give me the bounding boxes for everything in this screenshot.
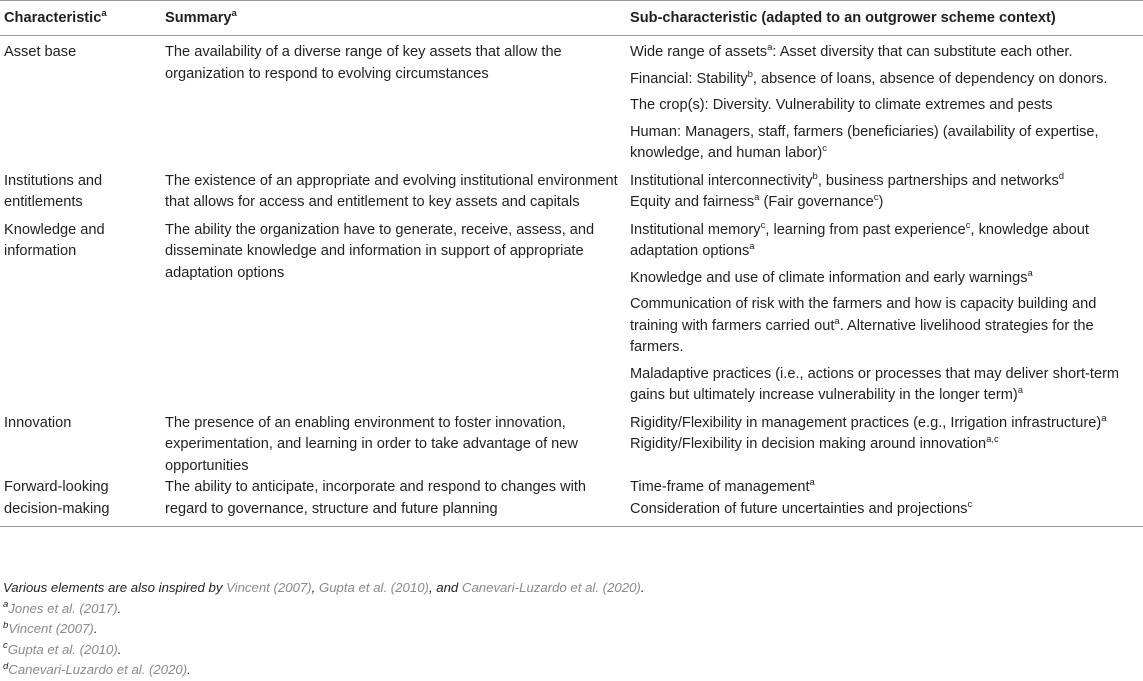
ref-link[interactable]: Gupta et al. (2010): [318, 580, 429, 595]
ref-link[interactable]: Jones et al. (2017): [8, 600, 118, 616]
sub-item: Knowledge and use of climate information and early warnings$^a$: [630, 267, 1033, 286]
header-summary: Summary$^a$: [165, 8, 237, 26]
cell-summary: The presence of an enabling environment to foster innovation, experimentation, and learning in order to take advantage of new opportunities: [165, 414, 578, 474]
cell-sub-characteristic: [628, 171, 1143, 220]
cell-summary: The ability the organization have to generate, receive, assess, and disseminate knowledge and information in support of appropriate adaptation options: [165, 221, 595, 281]
cell-sub-characteristic: [628, 220, 1143, 413]
header-characteristic: Characteristic$^a$: [4, 8, 107, 26]
footnote-c: $^c$Gupta et al. (2010).: [3, 640, 122, 657]
cell-summary: The existence of an appropriate and evolving institutional environment that allows for access and entitlement to key assets and capitals: [165, 172, 618, 210]
table-row: [0, 171, 1143, 220]
sub-item: Communication of risk with the farmers and how is capacity building and training with farmers carried out$^a$. Alternative livelihood strategies for the farmers.: [630, 296, 1097, 355]
sub-item: Human: Managers, staff, farmers (beneficiaries) (availability of expertise, knowledge, and human labor)$^c$: [630, 123, 1099, 161]
cell-characteristic: Institutions and entitlements: [4, 172, 103, 210]
cell-summary: The availability of a diverse range of key assets that allow the organization to respond to evolving circumstances: [165, 44, 562, 82]
table-row: [0, 36, 1143, 171]
ref-link[interactable]: Vincent (2007): [8, 621, 94, 636]
footnote-a: $^a$Jones et al. (2017).: [3, 599, 122, 616]
sub-item: Institutional interconnectivity$^b$, business partnerships and networks$^d$: [630, 170, 1065, 189]
table-footnotes: [3, 578, 1133, 681]
sub-item: Wide range of assets$^a$: Asset diversity that can substitute each other.: [630, 42, 1073, 60]
ref-link[interactable]: Canevari-Luzardo et al. (2020): [461, 580, 641, 595]
sub-item: The crop(s): Diversity. Vulnerability to climate extremes and pests: [630, 97, 1053, 113]
table-row: [0, 220, 1143, 413]
sub-item: Rigidity/Flexibility in management practices (e.g., Irrigation infrastructure)$^a$: [630, 412, 1107, 431]
cell-characteristic: Forward-looking decision-making: [4, 479, 110, 517]
table-row: [0, 477, 1143, 527]
footnote-d: $^d$Canevari-Luzardo et al. (2020).: [3, 660, 191, 677]
ref-link[interactable]: Gupta et al. (2010): [7, 641, 118, 657]
sub-item: Institutional memory$^c$, learning from past experience$^c$, knowledge about adaptation options$^a$: [630, 219, 1089, 259]
footnote-b: $^b$Vincent (2007).: [3, 619, 98, 636]
cell-sub-characteristic: [628, 36, 1143, 171]
cell-summary: The ability to anticipate, incorporate and respond to changes with regard to governance, structure and future planning: [165, 479, 587, 517]
ref-link[interactable]: Vincent (2007): [226, 580, 312, 595]
cell-sub-characteristic: [628, 477, 1143, 527]
sub-item: Time-frame of management$^a$: [630, 477, 815, 495]
cell-characteristic: Innovation: [4, 414, 72, 431]
table-row: [0, 413, 1143, 478]
sub-item: Consideration of future uncertainties and projections$^c$: [630, 498, 973, 517]
cell-sub-characteristic: [628, 413, 1143, 478]
sub-item: Financial: Stability$^b$, absence of loans, absence of dependency on donors.: [630, 68, 1108, 87]
sub-item: Rigidity/Flexibility in decision making around innovation$^{a,c}$: [630, 434, 999, 452]
ref-link[interactable]: Canevari-Luzardo et al. (2020): [8, 662, 188, 677]
sub-item: Maladaptive practices (i.e., actions or processes that may deliver short-term gains but ultimately increase vulnerability in the longer term)$^a$: [630, 365, 1120, 403]
sub-item: Equity and fairness$^a$ (Fair governance$^c$): [630, 192, 884, 210]
cell-characteristic: Asset base: [4, 44, 77, 60]
footnote-general: Various elements are also inspired by Vincent (2007), Gupta et al. (2010), and Canevari-Luzardo et al. (2020).: [3, 580, 645, 595]
header-sub-characteristic: Sub-characteristic (adapted to an outgrower scheme context): [630, 10, 1056, 26]
cell-characteristic: Knowledge and information: [4, 221, 105, 259]
table-header-row: [0, 1, 1143, 36]
